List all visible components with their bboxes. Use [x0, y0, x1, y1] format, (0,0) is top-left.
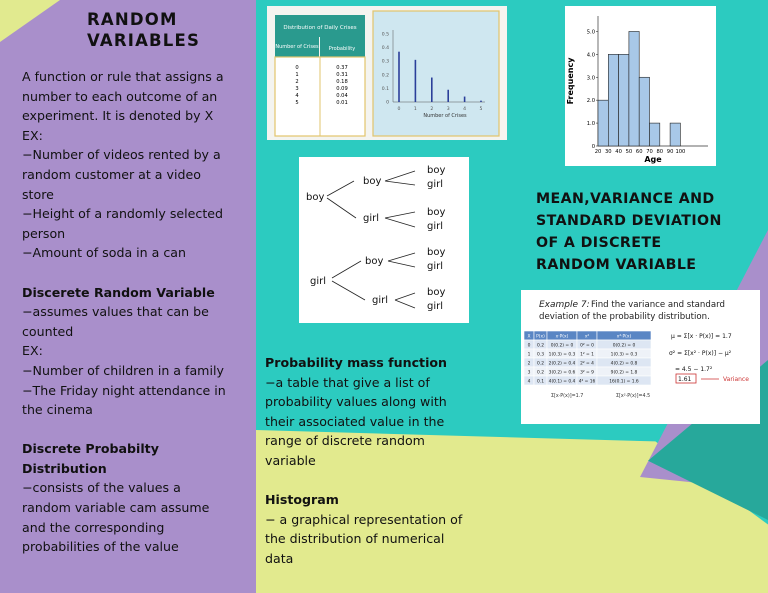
example-panel [521, 290, 760, 424]
text-line: range of discrete random [265, 433, 425, 449]
y-tick-label: 2.0 [586, 98, 595, 105]
section-heading: Distribution [22, 460, 107, 476]
table-cell: 3 [527, 370, 531, 376]
mean-variance-heading [536, 188, 722, 276]
table-cell: 1(0.3) = 0.3 [548, 352, 576, 358]
table-cell: 4(0.1) = 0.4 [548, 379, 576, 385]
y-tick-label: 0 [591, 144, 595, 150]
tree-node: girl [427, 179, 444, 190]
table-cell: 0.3 [537, 352, 544, 358]
table-cell: 2 [295, 79, 299, 85]
table-header: x²·P(x) [616, 334, 632, 340]
text-line: −Amount of soda in a can [22, 245, 186, 261]
text-line: A function or rule that assigns a [22, 69, 224, 84]
table-cell: 5 [295, 100, 299, 106]
x-tick-label: 0 [397, 107, 401, 112]
text-line: random customer at a video [22, 166, 201, 182]
table-cell: 1² = 1 [580, 352, 594, 358]
text-line: − a graphical representation of [265, 511, 463, 527]
histogram-bar [619, 54, 629, 146]
table-title: Distribution of Daily Crises [283, 25, 357, 31]
formula-sigma: σ² = Σ[x² · P(x)] − μ² [669, 350, 732, 357]
left-body [22, 67, 254, 557]
example-text: deviation of the probability distribution. [539, 312, 710, 322]
table-cell: 2² = 4 [580, 361, 594, 367]
text-line: number to each outcome of an [22, 88, 218, 104]
text-line: the cinema [22, 402, 93, 418]
text-line: and the corresponding [22, 519, 165, 535]
table-cell: 0 [295, 65, 299, 71]
page-title-line: VARIABLES [87, 31, 201, 50]
table-cell: 3² = 9 [580, 370, 594, 376]
tree-node: girl [427, 301, 444, 312]
histogram-bar [650, 123, 660, 146]
x-tick-label: 90 [666, 149, 674, 155]
tree-node: girl [372, 295, 389, 306]
crises-svg [267, 6, 507, 140]
x-tick-label: 4 [463, 107, 467, 112]
formula-calc: = 4.5 − 1.7² [675, 366, 713, 373]
table-cell: 9(0.2) = 1.8 [610, 370, 638, 376]
tree-node: boy [427, 207, 446, 218]
tree-node: girl [310, 276, 327, 287]
tree-node: girl [427, 221, 444, 232]
table-cell: 0.1 [537, 379, 544, 385]
x-tick-label: 40 [615, 149, 622, 155]
text-line: person [22, 225, 66, 241]
text-line: −Number of videos rented by a [22, 147, 221, 163]
table-col-header: Probability [328, 46, 356, 52]
text-line: experiment. It is denoted by X [22, 108, 214, 124]
section-heading: Discrete Probabilty [22, 441, 159, 457]
tree-node: boy [427, 247, 446, 258]
table-cell: 0.2 [537, 370, 544, 376]
sum-label: Σ[x²·P(x)]=4.5 [616, 394, 651, 399]
formulas [669, 333, 749, 383]
table-header: x·P(x) [555, 334, 569, 340]
y-tick-label: 5.0 [586, 29, 595, 36]
sum-label: Σ[x·P(x)]=1.7 [551, 394, 584, 399]
table-cell: 0.37 [336, 65, 348, 71]
table-header: P(x) [536, 334, 545, 340]
y-tick-label: 0.5 [381, 32, 389, 38]
text-line: EX: [22, 127, 43, 143]
text-line: counted [22, 323, 74, 339]
tree-node: boy [306, 192, 325, 203]
text-line: the distribution of numerical [265, 531, 445, 547]
y-tick-label: 0 [386, 100, 389, 106]
table-cell: 2 [527, 361, 531, 367]
text-line: −consists of the values a [22, 480, 181, 496]
histogram-panel [565, 6, 716, 166]
heading-line: OF A DISCRETE [536, 235, 662, 251]
table-cell: 0.18 [336, 79, 348, 85]
tree-node: boy [427, 287, 446, 298]
tree-svg [299, 157, 469, 323]
heading-line: RANDOM VARIABLE [536, 257, 697, 273]
middle-body [265, 353, 495, 569]
table-cell: 0(0.2) = 0 [612, 343, 636, 349]
table-cell: 0.09 [336, 86, 348, 92]
table-cell: 2(0.2) = 0.4 [548, 361, 576, 367]
table-cell: 0(0.2) = 0 [550, 343, 574, 349]
table-cell: 0.2 [537, 361, 544, 367]
section-heading: Discerete Random Variable [22, 284, 215, 300]
page-title-line: RANDOM [87, 10, 178, 29]
table-cell: 1 [527, 352, 531, 358]
text-line: −assumes values that can be [22, 304, 209, 320]
section-heading: Probability mass function [265, 355, 448, 370]
plot-xlabel: Number of Crises [423, 113, 467, 119]
table-cell: 1 [295, 72, 299, 78]
table-header: x² [584, 334, 590, 340]
histogram-bar [639, 77, 649, 146]
x-tick-label: 20 [594, 149, 602, 155]
text-line: −a table that give a list of [265, 374, 430, 390]
x-tick-label: 3 [446, 107, 450, 112]
table-col-header: Number of Crises [275, 44, 319, 50]
text-line: −Number of children in a family [22, 362, 224, 378]
table-cell: 4 [295, 93, 299, 99]
y-tick-label: 4.0 [586, 52, 595, 59]
corner-triangle [0, 0, 60, 42]
formula-mu: μ = Σ[x · P(x)] = 1.7 [671, 333, 732, 340]
tree-diagram [299, 157, 469, 323]
x-tick-label: 50 [625, 149, 633, 155]
tree-node: boy [365, 256, 384, 267]
page-title [87, 9, 200, 51]
table-cell: 3 [295, 86, 299, 92]
table-cell: 4(0.2) = 0.8 [610, 361, 638, 367]
histogram-bar [608, 54, 618, 146]
table-cell: 0.2 [537, 343, 544, 349]
x-tick-label: 70 [646, 149, 653, 155]
table-cell: 0.01 [336, 100, 348, 106]
text-line: random variable cam assume [22, 500, 210, 516]
example-svg [521, 290, 760, 424]
text-line: −The Friday night attendance in [22, 382, 226, 398]
table-cell: 16(0.1) = 1.6 [609, 379, 639, 385]
tree-labels [306, 165, 445, 312]
table-cell: 0 [527, 343, 531, 349]
example-text: Find the variance and standard [591, 300, 725, 310]
histogram-bar [670, 123, 680, 146]
heading-line: MEAN,VARIANCE AND [536, 191, 715, 207]
histogram-svg [565, 6, 716, 166]
histogram-chart [587, 16, 708, 155]
x-tick-label: 1 [413, 107, 417, 112]
table-cell: 4 [527, 379, 531, 385]
distribution-section [22, 439, 254, 557]
example-table [524, 331, 651, 385]
histogram-ylabel: Frequency [566, 57, 575, 105]
text-line: −Height of a randomly selected [22, 206, 224, 222]
text-line: their associated value in the [265, 413, 445, 429]
text-line: store [22, 186, 54, 202]
x-tick-label: 80 [656, 149, 664, 155]
x-tick-label: 2 [430, 107, 434, 112]
text-line: EX: [22, 343, 43, 359]
histogram-bar [598, 100, 608, 146]
tree-node: boy [427, 165, 446, 176]
text-line: data [265, 550, 294, 566]
histogram-bar [629, 31, 639, 146]
y-tick-label: 0.2 [381, 73, 389, 79]
intro-text [22, 67, 254, 263]
tree-branches [327, 171, 415, 308]
discrete-section [22, 283, 254, 420]
variance-label: Variance [723, 376, 749, 383]
table-cell: 4² = 16 [578, 379, 596, 385]
tree-node: girl [427, 261, 444, 272]
example-label: Example 7: [539, 300, 590, 310]
crises-figure [267, 6, 507, 140]
table-header: X [527, 334, 531, 340]
histogram-xlabel: Age [644, 155, 662, 164]
x-tick-label: 30 [604, 149, 612, 155]
table-cell: 0.04 [336, 93, 348, 99]
table-cell: 0² = 0 [580, 343, 594, 349]
x-tick-label: 100 [675, 149, 686, 155]
text-line: probability values along with [265, 394, 447, 410]
y-tick-label: 1.0 [586, 121, 595, 128]
table-cell: 1(0.3) = 0.3 [610, 352, 638, 358]
x-tick-label: 5 [479, 107, 483, 112]
x-tick-label: 60 [635, 149, 643, 155]
heading-line: STANDARD DEVIATION [536, 213, 722, 229]
table-cell: 0.31 [336, 72, 348, 78]
tree-node: boy [363, 176, 382, 187]
tree-node: girl [363, 213, 380, 224]
y-tick-label: 3.0 [586, 75, 595, 82]
y-tick-label: 0.3 [381, 59, 389, 65]
text-line: variable [265, 452, 316, 468]
table-cell: 3(0.2) = 0.6 [548, 370, 576, 376]
y-tick-label: 0.1 [381, 86, 389, 92]
text-line: probabilities of the value [22, 539, 179, 555]
section-heading: Histogram [265, 492, 339, 508]
y-tick-label: 0.4 [381, 46, 389, 52]
formula-result: 1.61 [678, 376, 692, 383]
